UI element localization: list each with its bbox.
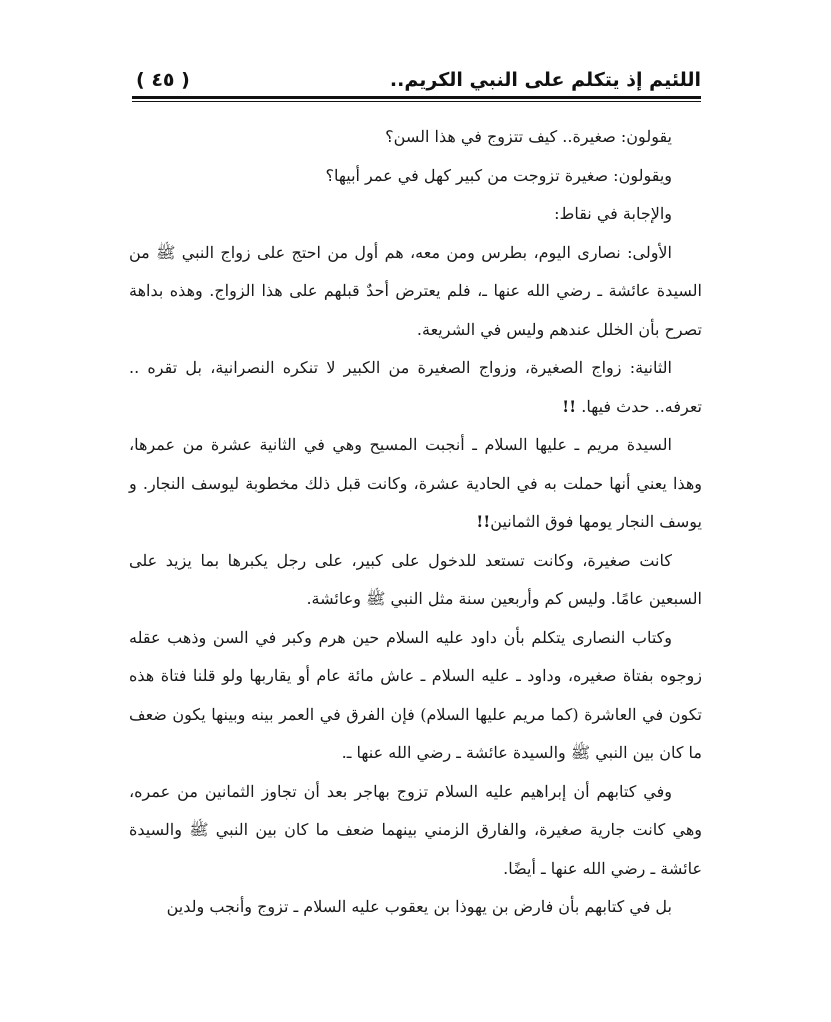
- paragraph: [129, 426, 702, 542]
- paragraph: بل في كتابهم بأن فارض بن يهوذا بن يعقوب عليه السلام ـ تزوج وأنجب ولدين: [166, 897, 672, 916]
- page-body: [129, 118, 702, 927]
- paragraph: كانت صغيرة، وكانت تستعد للدخول على كبير، على رجل يكبرها بما يزيد على السبعين عامًا. وليس كم وأربعين سنة مثل النبي ﷺ وعائشة.: [129, 550, 702, 608]
- running-header: [132, 66, 701, 96]
- page-number: ( ٤٥ ): [136, 69, 190, 91]
- paragraph: والإجابة في نقاط:: [554, 204, 672, 223]
- paragraph: يقولون: صغيرة.. كيف تتزوج في هذا السن؟: [385, 127, 672, 146]
- header-rule-thin: [132, 101, 701, 102]
- paragraph-text: السيدة مريم ـ عليها السلام ـ أنجبت المسيح وهي في الثانية عشرة من عمرها، وهذا يعني أنها حملت به في الحادية عشرة، وكانت قبل ذلك مخطوبة ليوسف النجار. و يوسف النجار يومها فوق الثمانين: [129, 435, 702, 531]
- exclamation-marks: !!: [476, 512, 491, 531]
- paragraph: [129, 349, 702, 426]
- exclamation-marks: !!: [562, 396, 577, 416]
- header-rule-thick: [132, 96, 701, 99]
- book-title: اللئيم إذ يتكلم على النبي الكريم..: [389, 69, 701, 91]
- paragraph: الأولى: نصارى اليوم، بطرس ومن معه، هم أول من احتج على زواج النبي ﷺ من السيدة عائشة ـ رضي الله عنها ـ، فلم يعترض أحدٌ قبلهم على هذا الزواج. وهذه بداهة تصرح بأن الخلل عندهم وليس في الشريعة.: [129, 242, 702, 339]
- paragraph: وكتاب النصارى يتكلم بأن داود عليه السلام حين هرم وكبر في السن وذهب عقله زوجوه بفتاة صغيره، وداود ـ عليه السلام ـ عاش مائة عام أو يقاربها ولو قلنا فتاة هذه تكون في العاشرة (كما مريم عليها السلام) فإن الفرق في العمر بينه وبينها يكون ضعف ما كان بين النبي ﷺ والسيدة عائشة ـ رضي الله عنها ـ.: [129, 627, 702, 762]
- paragraph: وفي كتابهم أن إبراهيم عليه السلام تزوج بهاجر بعد أن تجاوز الثمانين من عمره، وهي كانت جارية صغيرة، والفارق الزمني بينهما ضعف ما كان بين النبي ﷺ والسيدة عائشة ـ رضي الله عنها ـ أيضًا.: [129, 781, 702, 878]
- paragraph: ويقولون: صغيرة تزوجت من كبير كهل في عمر أبيها؟: [325, 165, 672, 185]
- paragraph-text: الثانية: زواج الصغيرة، وزواج الصغيرة من الكبير لا تنكره النصرانية، بل تقره .. تعرفه.. حدث فيها.: [129, 358, 702, 416]
